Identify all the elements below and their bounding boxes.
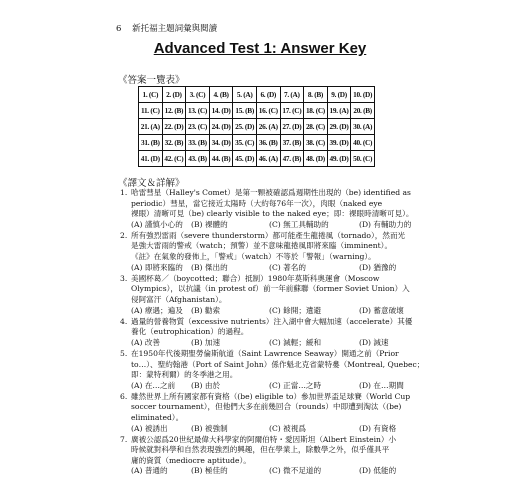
item-body <box>131 188 460 230</box>
answer-cell: 5. (A) <box>233 87 257 103</box>
answer-cell: 28. (C) <box>304 119 328 135</box>
item-option: (A) 改善 <box>131 337 161 347</box>
item-option: (D) 低能的 <box>359 466 397 476</box>
explanation-item <box>120 317 460 349</box>
answer-cell: 41. (D) <box>139 151 163 167</box>
item-number: 6. <box>120 391 128 401</box>
item-body <box>131 231 460 273</box>
item-option: (A) 被誘出 <box>131 423 168 433</box>
answer-cell: 47. (B) <box>280 151 304 167</box>
page-number: 6 <box>116 24 122 34</box>
answer-cell: 34. (D) <box>209 135 233 151</box>
answer-cell: 46. (A) <box>256 151 280 167</box>
item-text-line: 在1950年代後期聖勞倫斯航道（Saint Lawrence Seaway）開通之前（Prior <box>131 348 399 358</box>
answer-cell: 45. (D) <box>233 151 257 167</box>
item-text-line: 是強大雷雨的警戒（watch；預警）並不意味龍捲風即將來臨（imminent）。 <box>131 241 393 251</box>
answer-cell: 44. (B) <box>209 151 233 167</box>
item-option: (A) 療遇；遍及 <box>131 305 183 315</box>
item-option: (C) 微不足道的 <box>269 466 322 476</box>
answer-cell: 2. (D) <box>162 87 186 103</box>
answer-key-table <box>138 86 375 167</box>
item-text-line: eliminated）。 <box>131 412 184 422</box>
item-text-line: periodic）彗星，當它接近太陽時（大約每76年一次），肉眼（naked eye <box>131 198 383 208</box>
answer-cell: 21. (A) <box>139 119 163 135</box>
item-text-line: 《註》在氣象的發佈上，「警戒」（watch）不等於「警報」（warning）。 <box>131 252 376 262</box>
item-option: (A) 在…之前 <box>131 380 176 390</box>
answer-cell: 10. (D) <box>351 87 375 103</box>
item-body <box>131 435 460 477</box>
answer-cell: 18. (C) <box>304 103 328 119</box>
item-text-line: Olympics），以抗議（in protest of）前一年前蘇聯（former Soviet Union）入 <box>131 284 410 294</box>
answer-cell: 16. (C) <box>256 103 280 119</box>
item-text-line: 廣被公認爲20世紀最偉大科學家的阿爾伯特・愛因斯坦（Albert Einstein）小 <box>131 434 397 444</box>
answer-key-heading: 《答案一覽表》 <box>118 75 185 86</box>
item-options <box>131 466 460 477</box>
answer-cell: 23. (C) <box>186 119 210 135</box>
answer-cell: 19. (A) <box>327 103 351 119</box>
answer-row <box>139 103 375 119</box>
item-option: (A) 謹慎小心的 <box>131 219 183 229</box>
item-text-line: 時候就對科學和自然表現強烈的興趣，但在學業上，除數學之外，似乎僅具平 <box>131 445 390 455</box>
item-options <box>131 381 460 392</box>
answer-cell: 30. (A) <box>351 119 375 135</box>
answer-cell: 15. (B) <box>233 103 257 119</box>
item-option: (B) 加速 <box>191 337 221 347</box>
item-text-line: 哈雷彗星（Halley's Comet）是第一顆被確認爲週期性出現的（be) identified as <box>131 188 411 197</box>
answer-cell: 17. (C) <box>280 103 304 119</box>
answer-cell: 22. (D) <box>162 119 186 135</box>
item-option: (A) 即將來臨的 <box>131 262 183 272</box>
answer-cell: 24. (D) <box>209 119 233 135</box>
item-option: (B) 由於 <box>191 380 221 390</box>
item-text-line: 雖然世界上所有國家都有資格（(be) eligible to）參加世界盃足球賽（World Cup <box>131 391 411 401</box>
item-option: (D) 猶豫的 <box>359 262 397 272</box>
item-number: 7. <box>120 434 128 444</box>
answer-cell: 14. (D) <box>209 103 233 119</box>
answer-cell: 35. (C) <box>233 135 257 151</box>
item-option: (C) 被視爲 <box>269 423 306 433</box>
item-option: (D) 減速 <box>359 337 389 347</box>
item-text-line: to…）、聖約翰港（Port of Saint John）係作魁北克省蒙特婁（Montreal, Quebec； <box>131 359 425 369</box>
item-option: (C) 正當…之時 <box>269 380 322 390</box>
item-number: 2. <box>120 230 128 240</box>
item-body <box>131 349 460 391</box>
page-title: Advanced Test 1: Answer Key <box>153 40 367 57</box>
answer-row <box>139 135 375 151</box>
answer-cell: 1. (C) <box>139 87 163 103</box>
explanation-item <box>120 274 460 316</box>
answer-cell: 50. (C) <box>351 151 375 167</box>
answer-cell: 37. (B) <box>280 135 304 151</box>
explanation-item <box>120 231 460 273</box>
item-options <box>131 306 460 317</box>
answer-cell: 31. (B) <box>139 135 163 151</box>
item-body <box>131 274 460 316</box>
item-number: 5. <box>120 348 128 358</box>
item-text-line: 美國杯葛／（boycotted；聯合）抵制）1980年莫斯科奧運會（Moscow <box>131 273 380 283</box>
item-option: (B) 勸索 <box>191 305 221 315</box>
item-text-line: 養化（eutrophication）的過程。 <box>131 327 249 337</box>
item-option: (D) 在…期間 <box>359 380 404 390</box>
answer-cell: 49. (D) <box>327 151 351 167</box>
item-option: (B) 極佳的 <box>191 466 228 476</box>
item-options <box>131 263 460 274</box>
answer-cell: 33. (B) <box>186 135 210 151</box>
item-option: (C) 減輕；緩和 <box>269 337 322 347</box>
item-option: (A) 普通的 <box>131 466 168 476</box>
item-option: (B) 被強制 <box>191 423 228 433</box>
explanation-item <box>120 435 460 477</box>
answer-cell: 48. (D) <box>304 151 328 167</box>
answer-row <box>139 119 375 135</box>
item-text-line: 過量的營養物質（excessive nutrients）注入湖中會大幅加速（accelerate）其優 <box>131 316 413 326</box>
answer-row <box>139 151 375 167</box>
item-body <box>131 392 460 434</box>
book-title: 新托福主題詞彙與閱讀 <box>132 24 218 34</box>
answer-cell: 38. (C) <box>304 135 328 151</box>
item-option: (C) 無工具輔助的 <box>269 219 329 229</box>
answer-cell: 4. (B) <box>209 87 233 103</box>
answer-cell: 13. (C) <box>186 103 210 119</box>
item-number: 1. <box>120 188 128 197</box>
answer-cell: 20. (B) <box>351 103 375 119</box>
item-text-line: 庸的資質（mediocre aptitude）。 <box>131 455 251 465</box>
item-number: 3. <box>120 273 128 283</box>
item-option: (B) 裸體的 <box>191 219 228 229</box>
item-option: (C) 餘開；遺避 <box>269 305 322 315</box>
item-options <box>131 424 460 435</box>
answer-cell: 6. (D) <box>256 87 280 103</box>
answer-cell: 3. (C) <box>186 87 210 103</box>
answer-cell: 9. (D) <box>327 87 351 103</box>
explanation-list <box>120 188 460 478</box>
answer-cell: 32. (B) <box>162 135 186 151</box>
item-number: 4. <box>120 316 128 326</box>
answer-cell: 7. (A) <box>280 87 304 103</box>
answer-row <box>139 87 375 103</box>
page-header <box>116 22 217 34</box>
explanation-item <box>120 392 460 434</box>
answer-cell: 40. (C) <box>351 135 375 151</box>
item-text-line: 裸眼）清晰可見（be) clearly visible to the naked eye；即：裸眼時清晰可見）。 <box>131 209 414 219</box>
answer-cell: 26. (A) <box>256 119 280 135</box>
explanations-heading: 《譯文＆詳解》 <box>118 178 185 189</box>
item-options <box>131 338 460 349</box>
answer-cell: 36. (B) <box>256 135 280 151</box>
answer-cell: 25. (D) <box>233 119 257 135</box>
item-text-line: soccer tournament），但他們大多在前幾回合（rounds）中即遭到淘汰（(be) <box>131 402 402 412</box>
answer-cell: 39. (D) <box>327 135 351 151</box>
item-text-line: 侵阿富汗（Afghanistan）。 <box>131 294 227 304</box>
answer-cell: 8. (B) <box>304 87 328 103</box>
answer-cell: 29. (D) <box>327 119 351 135</box>
answer-cell: 43. (B) <box>186 151 210 167</box>
item-option: (D) 有輔助力的 <box>359 219 412 229</box>
explanation-item <box>120 349 460 391</box>
item-option: (B) 傑出的 <box>191 262 228 272</box>
answer-cell: 11. (C) <box>139 103 163 119</box>
item-options <box>131 220 460 231</box>
item-text-line: 即：蒙特利爾）的冬季港之用。 <box>131 370 238 380</box>
item-option: (D) 有資格 <box>359 423 397 433</box>
item-text-line: 所有強烈雷雨（severe thunderstorm）都可能產生龍捲風（tornado），然而光 <box>131 230 406 240</box>
item-option: (C) 著名的 <box>269 262 306 272</box>
answer-cell: 12. (B) <box>162 103 186 119</box>
item-option: (D) 蓄意破壞 <box>359 305 404 315</box>
answer-cell: 42. (C) <box>162 151 186 167</box>
item-body <box>131 317 460 349</box>
answer-cell: 27. (D) <box>280 119 304 135</box>
explanation-item <box>120 188 460 230</box>
